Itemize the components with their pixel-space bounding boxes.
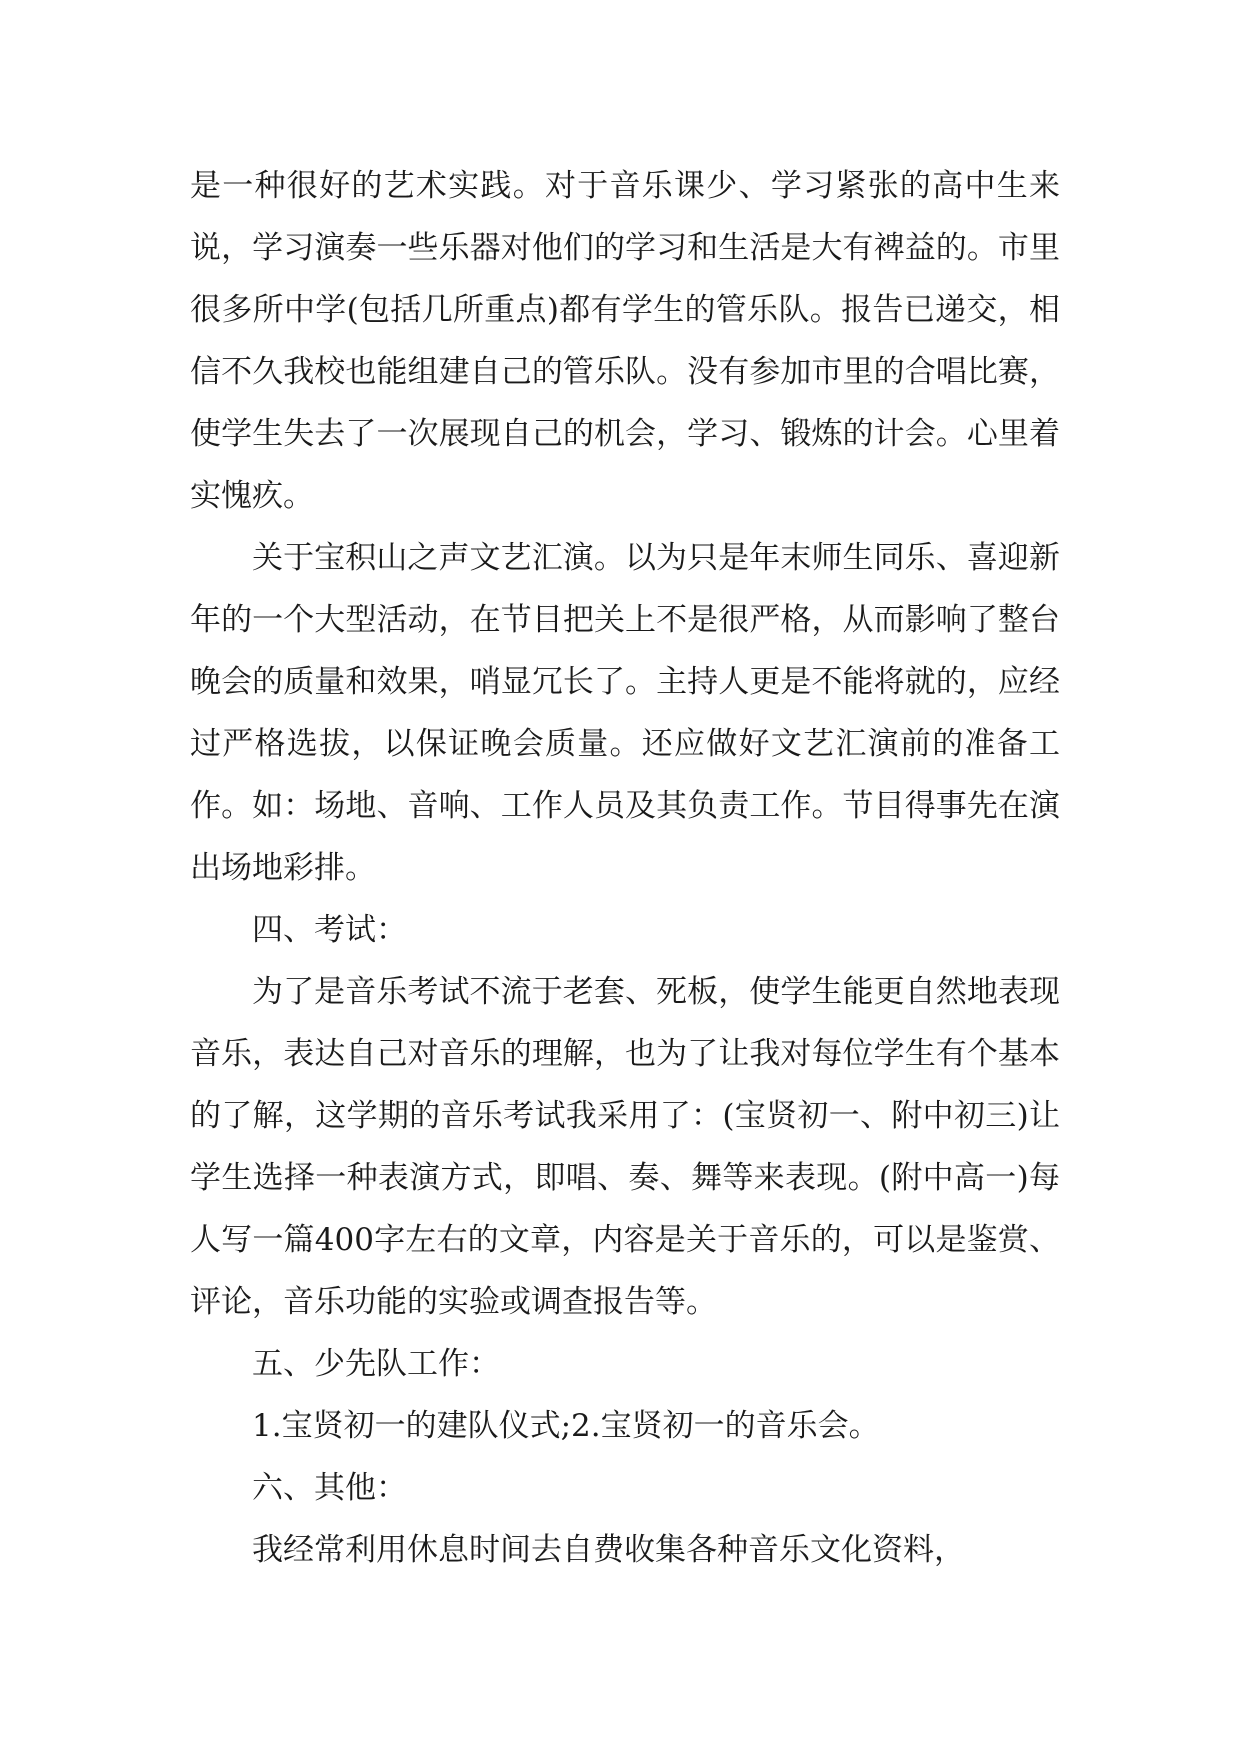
- heading-exam: 四、考试：: [252, 912, 407, 948]
- paragraph-exam: 为了是音乐考试不流于老套、死板，使学生能更自然地表现音乐，表达自己对音乐的理解，也为了让我对每位学生有个基本的了解，这学期的音乐考试我采用了：(宝贤初一、附中初三)让学生选择一种表演方式，即唱、奏、舞等来表现。(附中高一)每人写一篇400字左右的文章，内容是关于音乐的，可以是鉴赏、评论，音乐功能的实验或调查报告等。: [190, 974, 1060, 1320]
- paragraph-continuation: 是一种很好的艺术实践。对于音乐课少、学习紧张的高中生来说，学习演奏一些乐器对他们的学习和生活是大有裨益的。市里很多所中学(包括几所重点)都有学生的管乐队。报告已递交，相信不久我校也能组建自己的管乐队。没有参加市里的合唱比赛，使学生失去了一次展现自己的机会，学习、锻炼的计会。心里着实愧疚。: [190, 168, 1060, 514]
- heading-other: 六、其他：: [252, 1470, 407, 1506]
- heading-pioneers: 五、少先队工作：: [252, 1346, 500, 1382]
- paragraph-other: 我经常利用休息时间去自费收集各种音乐文化资料，: [252, 1532, 965, 1568]
- paragraph-pioneers: 1.宝贤初一的建队仪式;2.宝贤初一的音乐会。: [252, 1408, 880, 1444]
- document-body: [190, 155, 1060, 1581]
- paragraph-gala: 关于宝积山之声文艺汇演。以为只是年末师生同乐、喜迎新年的一个大型活动，在节目把关上不是很严格，从而影响了整台晚会的质量和效果，哨显冗长了。主持人更是不能将就的，应经过严格选拔，以保证晚会质量。还应做好文艺汇演前的准备工作。如：场地、音响、工作人员及其负责工作。节目得事先在演出场地彩排。: [190, 540, 1060, 886]
